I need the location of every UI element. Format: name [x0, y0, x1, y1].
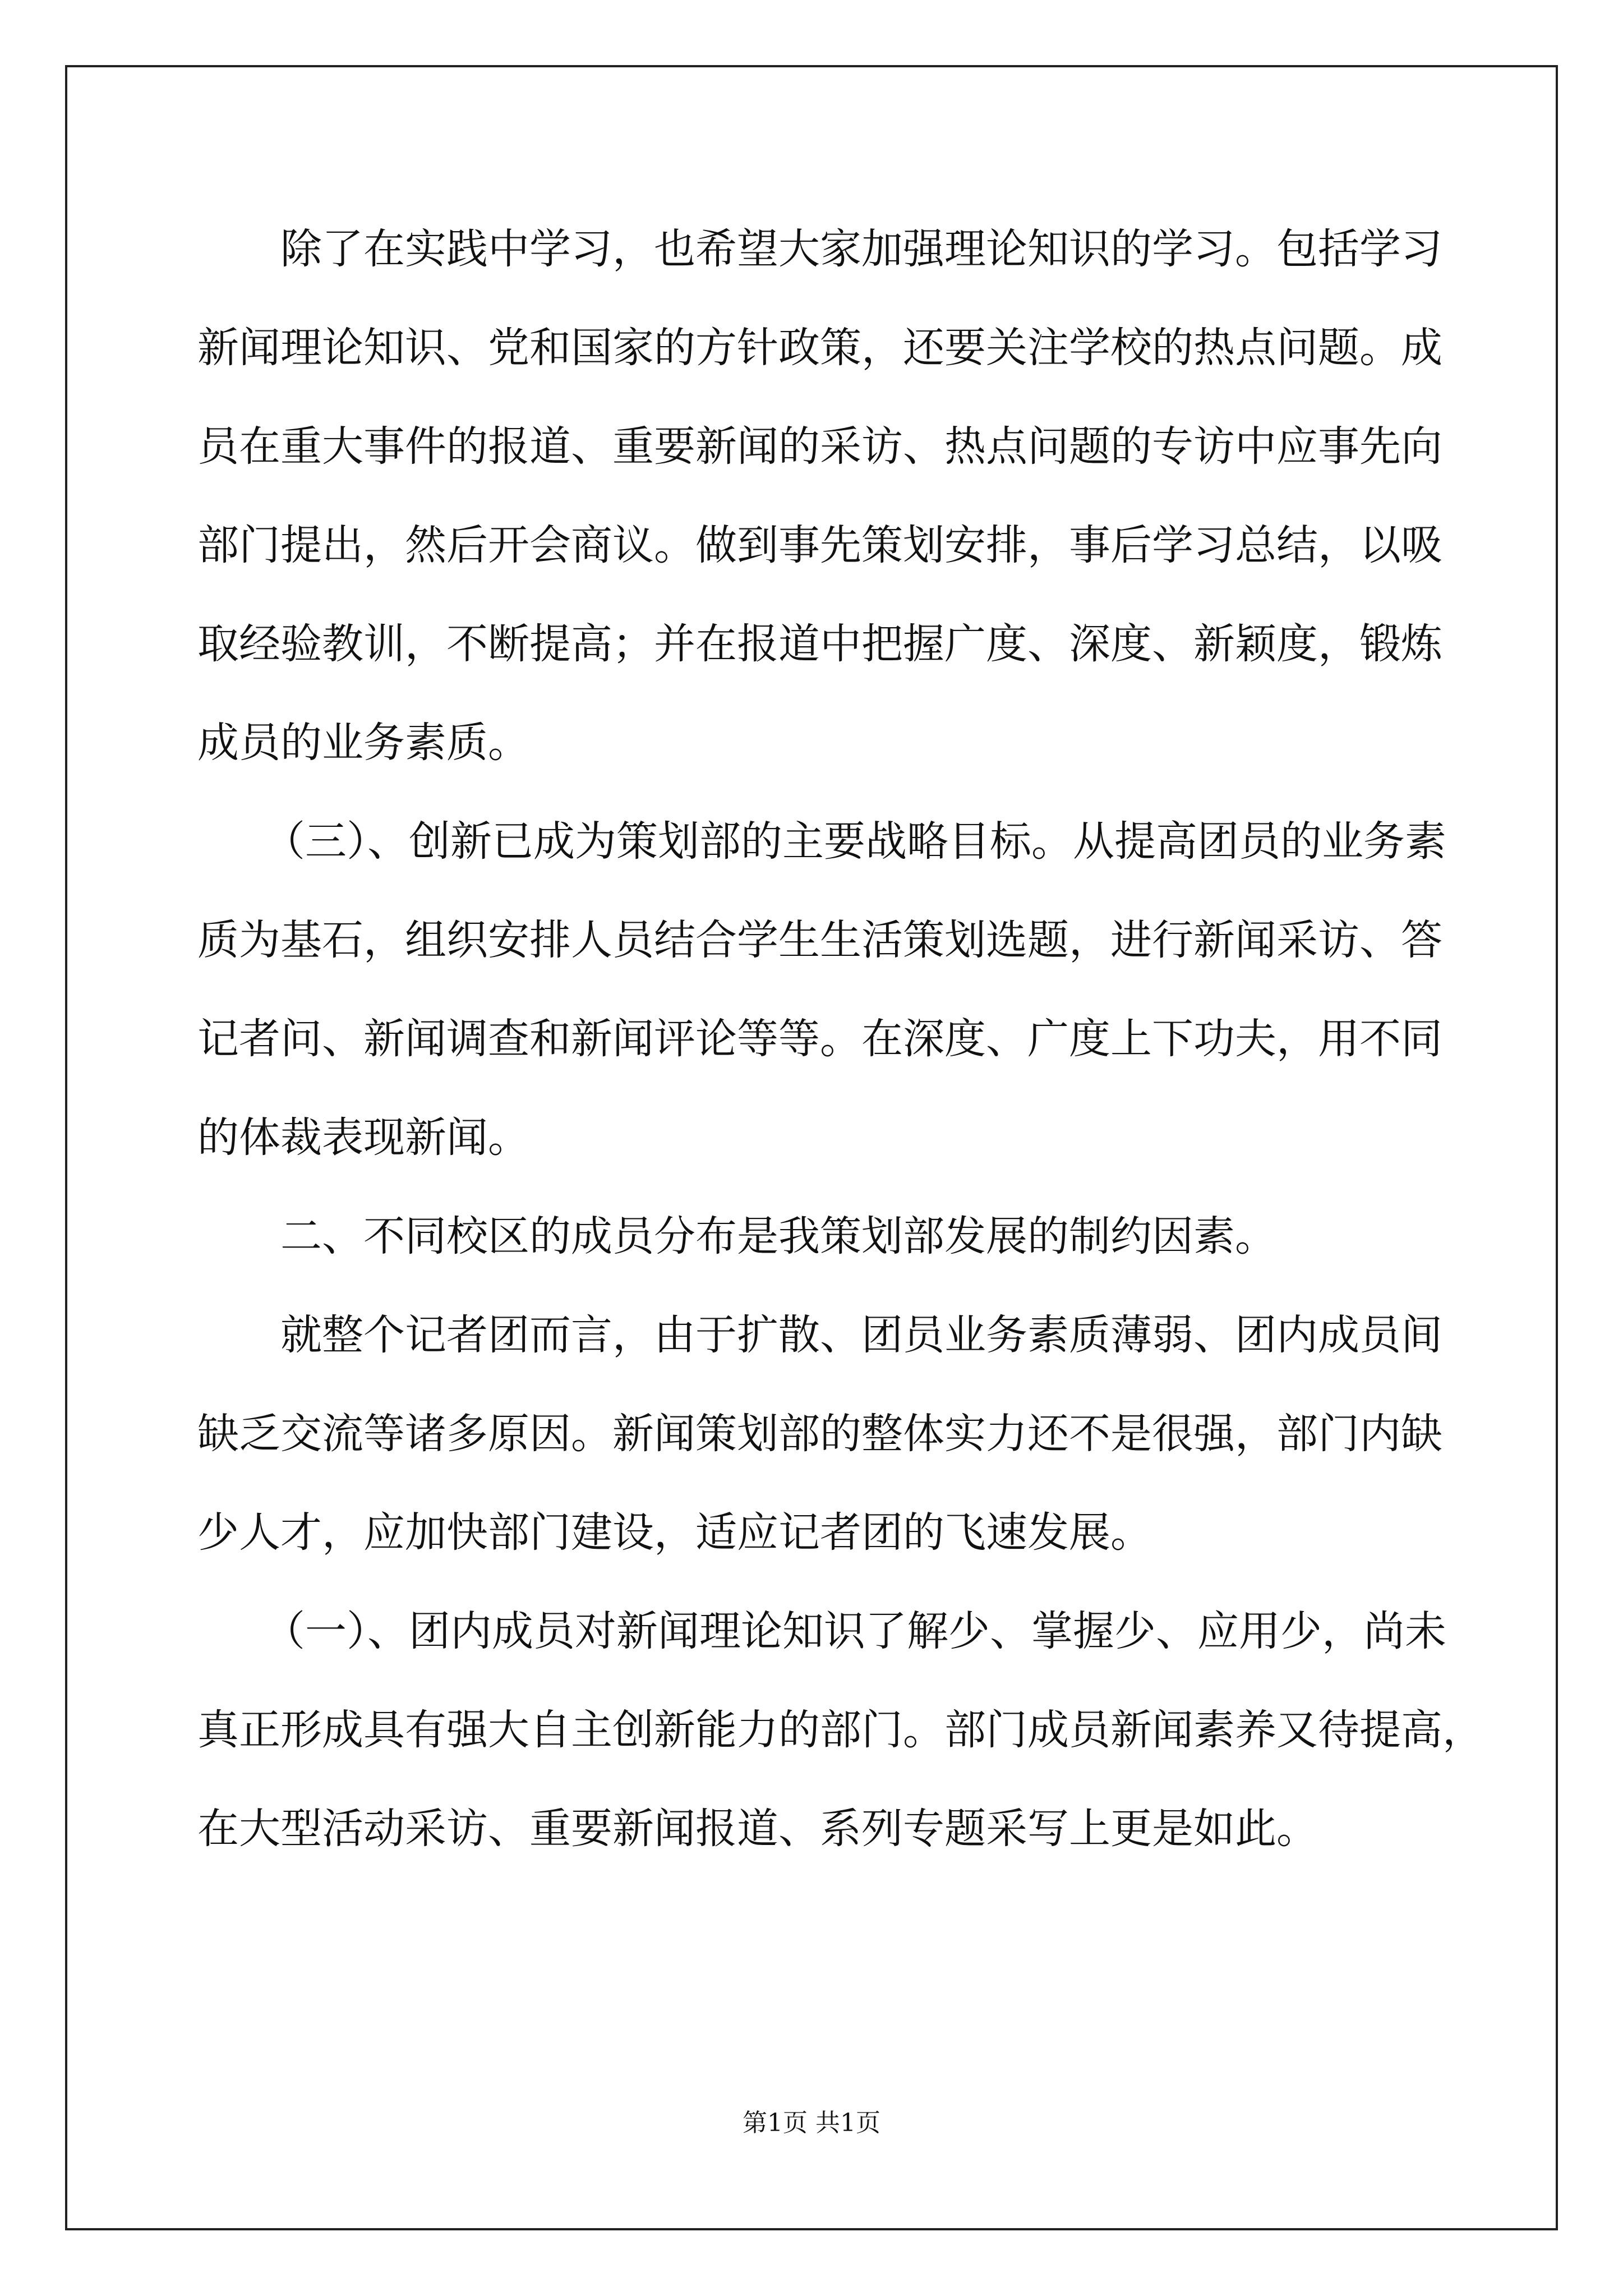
paragraph-line: 在大型活动采访、重要新闻报道、系列专题采写上更是如此。	[197, 1805, 1318, 1853]
section-heading: 二、不同校区的成员分布是我策划部发展的制约因素。	[280, 1212, 1276, 1260]
paragraph-line: 就整个记者团而言，由于扩散、团员业务素质薄弱、团内成员间	[280, 1311, 1442, 1359]
paragraph-line: 成员的业务素质。	[197, 719, 529, 767]
paragraph-line: 取经验教训，不断提高；并在报道中把握广度、深度、新颖度，锻炼	[197, 620, 1442, 668]
paragraph-line: 缺乏交流等诸多原因。新闻策划部的整体实力还不是很强，部门内缺	[197, 1410, 1442, 1458]
page-number-footer: 第1页 共1页	[743, 2109, 880, 2137]
paragraph-line: 的体裁表现新闻。	[197, 1114, 529, 1162]
paragraph-line: 记者问、新闻调查和新闻评论等等。在深度、广度上下功夫，用不同	[197, 1015, 1442, 1063]
paragraph-line: 真正形成具有强大自主创新能力的部门。部门成员新闻素养又待提高，	[197, 1706, 1484, 1754]
paragraph-line: 除了在实践中学习，也希望大家加强理论知识的学习。包括学习	[280, 225, 1442, 273]
paragraph-line: 少人才，应加快部门建设，适应记者团的飞速发展。	[197, 1508, 1152, 1557]
paragraph-line: 新闻理论知识、党和国家的方针政策，还要关注学校的热点问题。成	[197, 324, 1442, 372]
paragraph-line: 部门提出，然后开会商议。做到事先策划安排，事后学习总结，以吸	[197, 521, 1442, 569]
paragraph-line: （一）、团内成员对新闻理论知识了解少、掌握少、应用少，尚未	[264, 1607, 1446, 1655]
paragraph-line: 员在重大事件的报道、重要新闻的采访、热点问题的专访中应事先向	[197, 422, 1442, 471]
paragraph-line: （三）、创新已成为策划部的主要战略目标。从提高团员的业务素	[264, 817, 1446, 866]
paragraph-line: 质为基石，组织安排人员结合学生生活策划选题，进行新闻采访、答	[197, 916, 1442, 964]
document-body	[197, 200, 1484, 1878]
